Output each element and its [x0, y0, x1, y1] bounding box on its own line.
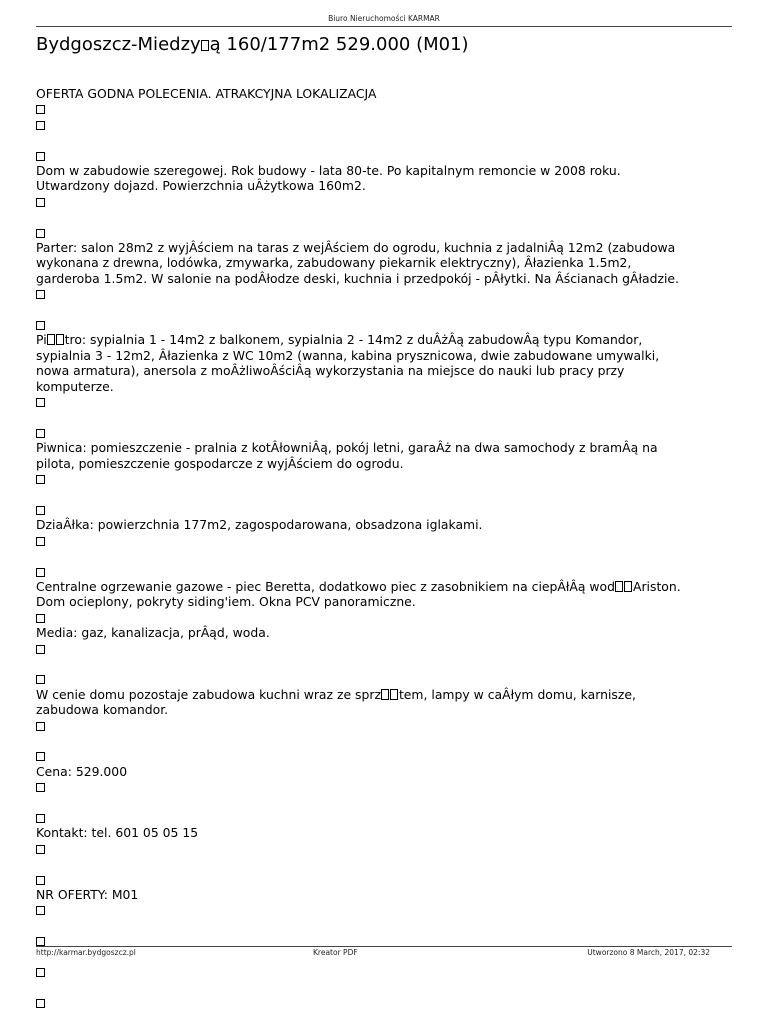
missing-glyph-icon — [36, 645, 45, 654]
cena-domu-line-1 — [36, 687, 732, 702]
pietro-line-4: komputerze. — [36, 378, 114, 394]
missing-glyph-icon — [36, 722, 45, 731]
missing-glyph-icon — [36, 752, 45, 761]
title-part-1: Bydgoszcz-Miedzy — [36, 34, 201, 55]
missing-glyph-icon — [615, 581, 623, 592]
missing-glyph-icon — [36, 537, 45, 546]
missing-glyph-icon — [36, 568, 45, 577]
footer-generator: Kreator PDF — [313, 948, 358, 957]
missing-glyph-icon — [36, 906, 45, 915]
pietro-prefix: Pi — [36, 332, 47, 348]
pietro-line-3: nowa armatura), anersola z moÂżliwoÂściÂą wykorzystania na miejsce do nauki lub pracy przy — [36, 363, 625, 379]
footer-rule — [36, 946, 732, 947]
missing-glyph-icon — [36, 937, 45, 946]
missing-glyph-icon — [47, 334, 55, 345]
cena-domu-line-2: zabudowa komandor. — [36, 702, 169, 718]
missing-glyph-icon — [36, 121, 45, 130]
cena-domu-suffix: tem, lampy w caÂłym domu, karnisze, — [398, 686, 636, 702]
pietro-line-2: sypialnia 3 - 12m2, Âłazienka z WC 10m2 (wanna, kabina prysznicowa, dwie zabudowane umywalki, — [36, 347, 660, 363]
media-line: Media: gaz, kanalizacja, prÂąd, woda. — [36, 625, 270, 641]
co-prefix: Centralne ogrzewanie gazowe - piec Beretta, dodatkowo piec z zasobnikiem na ciepÂłÂą wod — [36, 578, 615, 594]
piwnica-line-1: Piwnica: pomieszczenie - pralnia z kotÂłowniÂą, pokój letni, garaÂż na dwa samochody z bramÂą na — [36, 440, 658, 456]
missing-glyph-icon — [36, 876, 45, 885]
page-header-company: Biuro Nieruchomości KARMAR — [328, 14, 440, 23]
headline: OFERTA GODNA POLECENIA. ATRAKCYJNA LOKALIZACJA — [36, 86, 377, 101]
parter-line-1: Parter: salon 28m2 z wyjÂściem na taras z wejÂściem do ogrodu, kuchnia z jadalniÂą 12m2 (zabudowa — [36, 240, 676, 256]
dom-line-1: Dom w zabudowie szeregowej. Rok budowy - lata 80-te. Po kapitalnym remoncie w 2008 roku. — [36, 163, 621, 179]
missing-glyph-icon — [36, 614, 45, 623]
parter-line-2: wykonana z drewna, lodówka, zmywarka, zabudowany piekarnik elektryczny), Âłazienka 1.5m2, — [36, 255, 632, 271]
missing-glyph-icon — [36, 783, 45, 792]
missing-glyph-icon — [36, 845, 45, 854]
missing-glyph-icon — [36, 290, 45, 299]
dzialka-line: DziaÂłka: powierzchnia 177m2, zagospodarowana, obsadzona iglakami. — [36, 517, 483, 533]
listing-body — [36, 86, 732, 1010]
missing-glyph-icon — [36, 198, 45, 207]
missing-glyph-icon — [36, 506, 45, 515]
missing-glyph-icon — [36, 152, 45, 161]
contact-line: Kontakt: tel. 601 05 05 15 — [36, 825, 199, 841]
parter-line-3: garderoba 1.5m2. W salonie na podÂłodze deski, kuchnia i przedpokój - pÂłytki. Na Âścianach gÂładzie. — [36, 270, 679, 286]
missing-glyph-icon — [381, 689, 389, 700]
missing-glyph-icon — [36, 999, 45, 1008]
missing-glyph-icon — [390, 689, 398, 700]
missing-glyph-icon — [36, 675, 45, 684]
piwnica-line-2: pilota, pomieszczenie gospodarcze z wyjÂściem do ogrodu. — [36, 455, 404, 471]
co-line-1 — [36, 579, 732, 594]
missing-glyph-icon — [36, 105, 45, 114]
footer-created: Utworzono 8 March, 2017, 02:32 — [587, 948, 710, 957]
footer-url[interactable]: http://karmar.bydgoszcz.pl — [36, 948, 136, 957]
missing-glyph-icon — [56, 334, 64, 345]
offer-number-line: NR OFERTY: M01 — [36, 886, 139, 902]
title-part-2: ą 160/177m2 529.000 (M01) — [209, 34, 469, 55]
co-suffix: Ariston. — [632, 578, 681, 594]
missing-glyph-icon — [201, 40, 209, 51]
missing-glyph-icon — [36, 968, 45, 977]
listing-title — [36, 34, 469, 55]
co-line-2: Dom ocieplony, pokryty siding'iem. Okna PCV panoramiczne. — [36, 594, 416, 610]
missing-glyph-icon — [36, 229, 45, 238]
missing-glyph-icon — [36, 321, 45, 330]
price-line: Cena: 529.000 — [36, 763, 128, 779]
dom-line-2: Utwardzony dojazd. Powierzchnia uÂżytkowa 160m2. — [36, 178, 366, 194]
missing-glyph-icon — [36, 814, 45, 823]
header-rule — [36, 26, 732, 27]
pietro-rest: tro: sypialnia 1 - 14m2 z balkonem, sypialnia 2 - 14m2 z duÂżÂą zabudowÂą typu Komandor, — [64, 332, 643, 348]
missing-glyph-icon — [36, 398, 45, 407]
missing-glyph-icon — [36, 429, 45, 438]
missing-glyph-icon — [36, 475, 45, 484]
pietro-line-1 — [36, 332, 732, 347]
missing-glyph-icon — [624, 581, 632, 592]
cena-domu-prefix: W cenie domu pozostaje zabudowa kuchni wraz ze sprz — [36, 686, 381, 702]
